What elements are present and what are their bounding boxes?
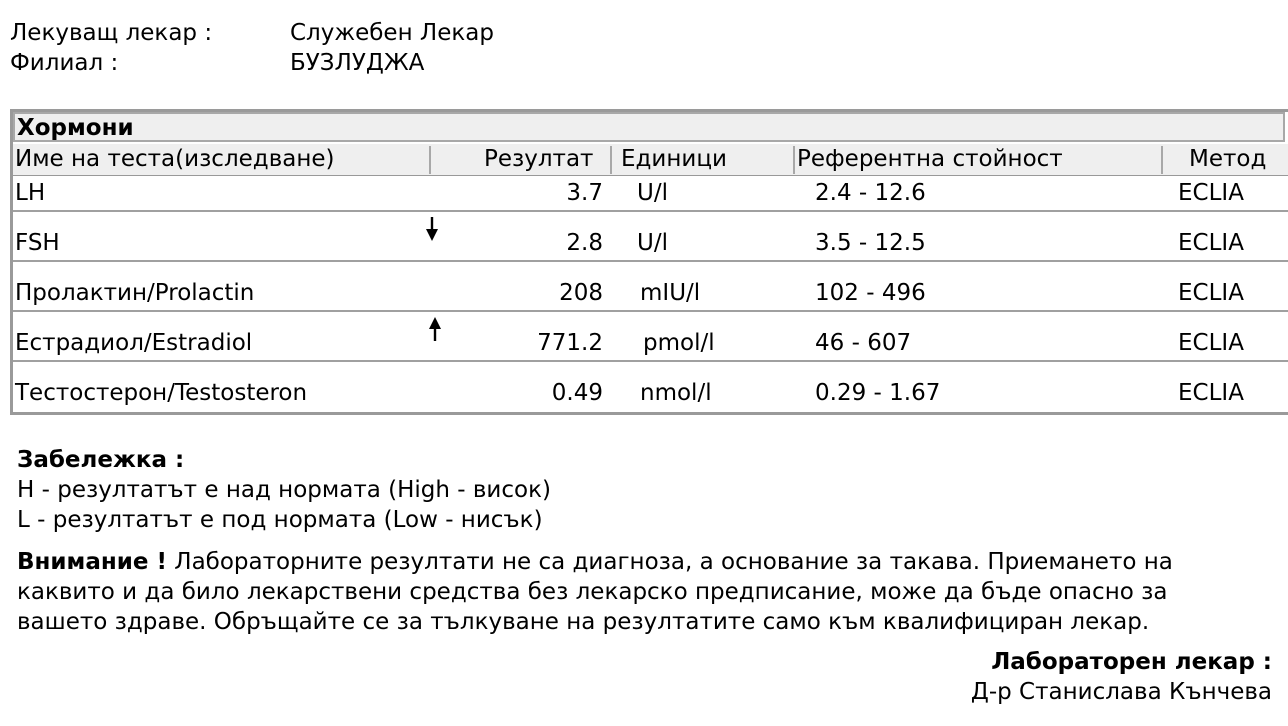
attending-doctor-value: Служебен Лекар bbox=[290, 20, 494, 46]
notes-title: Забележка : bbox=[17, 447, 185, 473]
test-reference: 46 - 607 bbox=[815, 330, 912, 356]
column-header-units: Единици bbox=[621, 146, 727, 172]
row-divider bbox=[13, 210, 1288, 212]
column-divider bbox=[429, 146, 431, 174]
section-title: Хормони bbox=[13, 112, 1285, 142]
column-header-row bbox=[13, 144, 1288, 176]
test-name: Тестостерон/Testosteron bbox=[15, 380, 308, 406]
test-result: 3.7 bbox=[566, 180, 603, 206]
signature-label: Лабораторен лекар : bbox=[991, 649, 1272, 675]
note-low: L - резултатът е под нормата (Low - нисък) bbox=[17, 507, 543, 533]
attending-doctor-label: Лекуващ лекар : bbox=[10, 20, 213, 46]
test-name: FSH bbox=[15, 230, 60, 256]
branch-value: БУЗЛУДЖА bbox=[290, 50, 425, 76]
test-name: Естрадиол/Estradiol bbox=[15, 330, 253, 356]
test-method: ECLIA bbox=[1178, 230, 1244, 256]
test-method: ECLIA bbox=[1178, 180, 1244, 206]
test-reference: 2.4 - 12.6 bbox=[815, 180, 926, 206]
test-name: LH bbox=[15, 180, 46, 206]
test-units: nmol/l bbox=[640, 380, 712, 406]
results-table bbox=[10, 109, 1288, 415]
branch-label: Филиал : bbox=[10, 50, 119, 76]
column-header-reference: Референтна стойност bbox=[797, 146, 1063, 172]
test-name: Пролактин/Prolactin bbox=[15, 280, 255, 306]
test-reference: 3.5 - 12.5 bbox=[815, 230, 926, 256]
column-divider bbox=[793, 146, 795, 174]
column-header-method: Метод bbox=[1189, 146, 1267, 172]
column-header-result: Резултат bbox=[484, 146, 594, 172]
warning-text: Лабораторните резултати не са диагноза, а основание за такава. Приемането на каквито и да било лекарствени средства без лекарско предписание, може да бъде опасно за вашето здраве. Обръщайте се за тълкуване на резултатите само към квалифициран лекар. bbox=[17, 549, 1173, 635]
warning-paragraph bbox=[17, 547, 1247, 637]
test-method: ECLIA bbox=[1178, 330, 1244, 356]
up-arrow-icon bbox=[428, 316, 442, 342]
column-header-test: Име на теста(изследване) bbox=[15, 146, 335, 172]
column-divider bbox=[1161, 146, 1163, 174]
test-units: U/l bbox=[637, 230, 668, 256]
test-units: pmol/l bbox=[643, 330, 715, 356]
note-high: H - резултатът е над нормата (High - висок) bbox=[17, 477, 551, 503]
test-result: 208 bbox=[559, 280, 603, 306]
test-method: ECLIA bbox=[1178, 380, 1244, 406]
test-reference: 102 - 496 bbox=[815, 280, 926, 306]
signature-name: Д-р Станислава Кънчева bbox=[970, 679, 1272, 705]
test-units: mIU/l bbox=[640, 280, 701, 306]
down-arrow-icon bbox=[425, 216, 439, 242]
test-result: 0.49 bbox=[551, 380, 603, 406]
row-divider bbox=[13, 260, 1288, 262]
test-method: ECLIA bbox=[1178, 280, 1244, 306]
test-result: 2.8 bbox=[566, 230, 603, 256]
test-result: 771.2 bbox=[537, 330, 603, 356]
row-divider bbox=[13, 310, 1288, 312]
warning-title: Внимание ! bbox=[17, 549, 167, 575]
row-divider bbox=[13, 360, 1288, 362]
test-units: U/l bbox=[637, 180, 668, 206]
column-divider bbox=[610, 146, 612, 174]
test-reference: 0.29 - 1.67 bbox=[815, 380, 941, 406]
